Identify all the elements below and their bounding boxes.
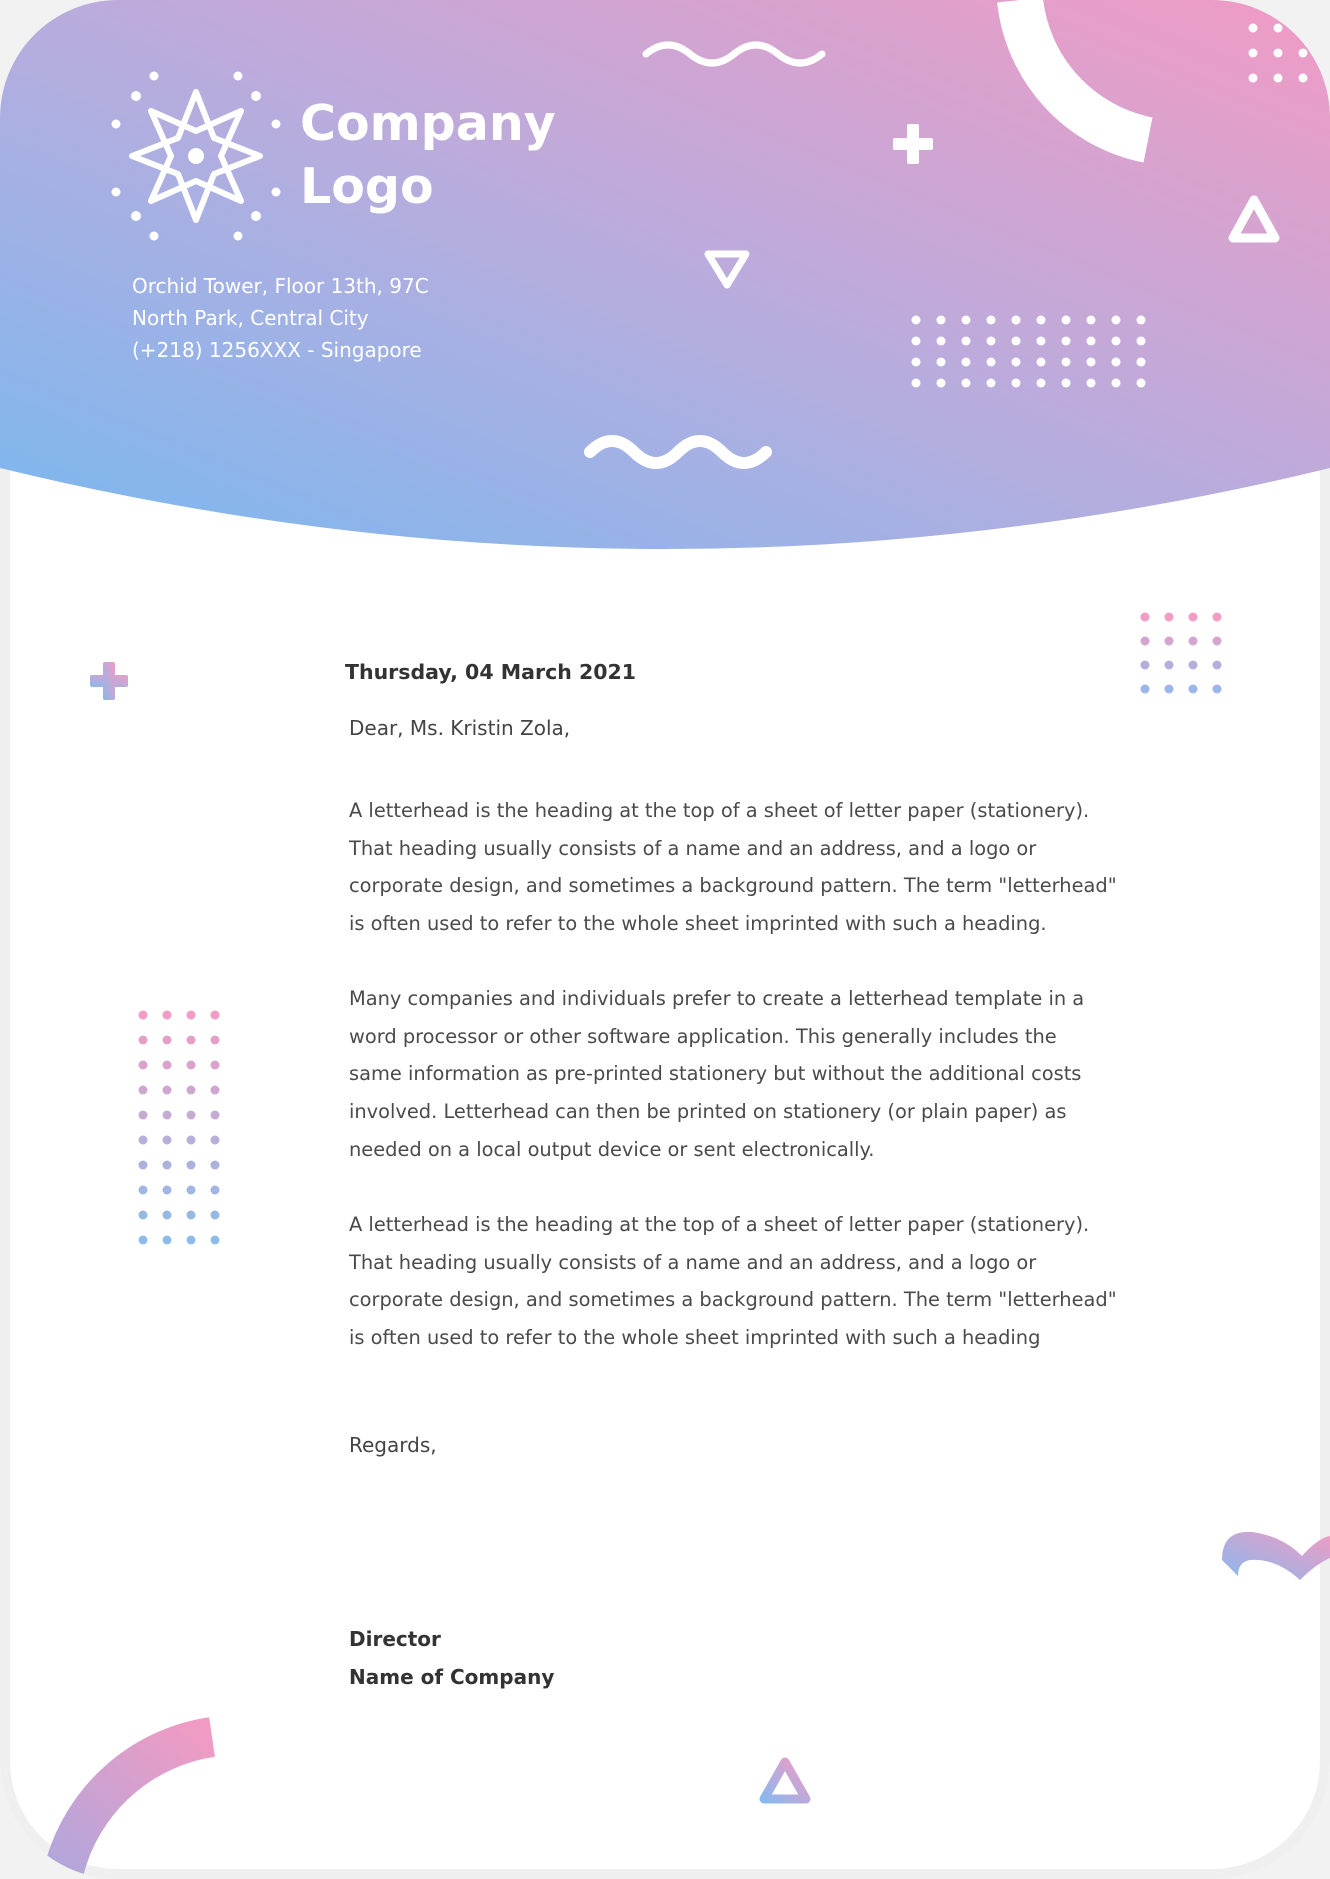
decor-dot (139, 1011, 148, 1020)
decor-dot (1189, 661, 1198, 670)
decor-dot (211, 1011, 220, 1020)
decor-dot (187, 1111, 196, 1120)
signature-block (349, 1620, 554, 1696)
address-line-2: North Park, Central City (132, 306, 369, 330)
decor-dot (1189, 685, 1198, 694)
decor-dot (163, 1086, 172, 1095)
letter-date: Thursday, 04 March 2021 (345, 660, 637, 684)
wave-right (1222, 1532, 1330, 1580)
decor-dot (1141, 637, 1150, 646)
decor-dot (139, 1086, 148, 1095)
arc-bottom-left (64, 1737, 212, 1870)
decor-dot (187, 1136, 196, 1145)
decor-dot (1213, 661, 1222, 670)
decor-dot (211, 1086, 220, 1095)
paragraph-line: That heading usually consists of a name and an address, and a logo or (349, 836, 1037, 860)
paragraph-line: same information as pre-printed stationery but without the additional costs (349, 1062, 1082, 1086)
paragraph-line: is often used to refer to the whole sheet imprinted with such a heading (349, 1326, 1041, 1350)
decor-dot (1165, 613, 1174, 622)
decor-dot (163, 1111, 172, 1120)
decor-dot (163, 1011, 172, 1020)
letter-closing: Regards, (349, 1433, 437, 1457)
paragraph-line: Many companies and individuals prefer to create a letterhead template in a (349, 987, 1085, 1010)
decor-dot (211, 1211, 220, 1220)
decor-dot (163, 1236, 172, 1245)
decor-dot (1141, 613, 1150, 622)
decor-dot (139, 1111, 148, 1120)
decor-dot (163, 1211, 172, 1220)
decor-dot (211, 1161, 220, 1170)
address-line-1: Orchid Tower, Floor 13th, 97C (132, 274, 429, 298)
decor-dot (139, 1036, 148, 1045)
signer-company: Name of Company (349, 1665, 555, 1689)
decor-dot (1141, 685, 1150, 694)
plus-icon-left (90, 662, 128, 700)
decor-dot (1189, 637, 1198, 646)
decor-dot (187, 1061, 196, 1070)
decor-dot (163, 1186, 172, 1195)
company-address (132, 270, 429, 366)
decor-dot (211, 1061, 220, 1070)
decor-dot (163, 1161, 172, 1170)
decor-dot (211, 1136, 220, 1145)
decor-dot (163, 1036, 172, 1045)
decor-dot (187, 1011, 196, 1020)
decor-dot (211, 1036, 220, 1045)
decor-dot (163, 1136, 172, 1145)
decor-dot (139, 1236, 148, 1245)
decor-dot (211, 1111, 220, 1120)
decor-dot (1213, 613, 1222, 622)
decor-dot (139, 1061, 148, 1070)
decor-dot (139, 1186, 148, 1195)
decor-dot (187, 1186, 196, 1195)
dot-grid-right (1141, 613, 1222, 694)
paragraph-line: That heading usually consists of a name and an address, and a logo or (349, 1250, 1037, 1274)
company-logo-text (300, 92, 556, 218)
signer-title: Director (349, 1627, 441, 1651)
paragraph-line: corporate design, and sometimes a background pattern. The term "letterhead" (349, 874, 1117, 898)
logo-line-2: Logo (300, 158, 434, 215)
address-line-3: (+218) 1256XXX - Singapore (132, 338, 422, 362)
paragraph-line: A letterhead is the heading at the top of a sheet of letter paper (stationery). (349, 1213, 1090, 1236)
letter-greeting: Dear, Ms. Kristin Zola, (349, 716, 571, 740)
paragraph-line: is often used to refer to the whole sheet imprinted with such a heading. (349, 912, 1047, 936)
paragraph-line: A letterhead is the heading at the top of a sheet of letter paper (stationery). (349, 799, 1090, 822)
decor-dot (187, 1086, 196, 1095)
decor-dot (1165, 661, 1174, 670)
logo-line-1: Company (300, 95, 556, 152)
decor-dot (1213, 637, 1222, 646)
decor-dot (1141, 661, 1150, 670)
paragraph-line: corporate design, and sometimes a background pattern. The term "letterhead" (349, 1288, 1117, 1312)
decor-dot (1213, 685, 1222, 694)
decor-dot (139, 1161, 148, 1170)
decor-dot (211, 1236, 220, 1245)
paragraph-line: word processor or other software application. This generally includes the (349, 1024, 1057, 1048)
paragraph-2 (349, 980, 1149, 1169)
decor-dot (187, 1036, 196, 1045)
paragraph-1 (349, 792, 1149, 943)
decor-dot (139, 1211, 148, 1220)
dot-grid-left (139, 1011, 220, 1245)
paragraph-line: needed on a local output device or sent electronically. (349, 1137, 875, 1161)
decor-dot (163, 1061, 172, 1070)
decor-dot (139, 1136, 148, 1145)
decor-dot (187, 1211, 196, 1220)
triangle-bottom-icon (764, 1762, 806, 1799)
paragraph-line: involved. Letterhead can then be printed on stationery (or plain paper) as (349, 1100, 1067, 1124)
decor-dot (1189, 613, 1198, 622)
decor-dot (187, 1161, 196, 1170)
paragraph-3 (349, 1206, 1149, 1357)
decor-dot (187, 1236, 196, 1245)
decor-dot (1165, 685, 1174, 694)
decor-dot (211, 1186, 220, 1195)
decor-dot (1165, 637, 1174, 646)
